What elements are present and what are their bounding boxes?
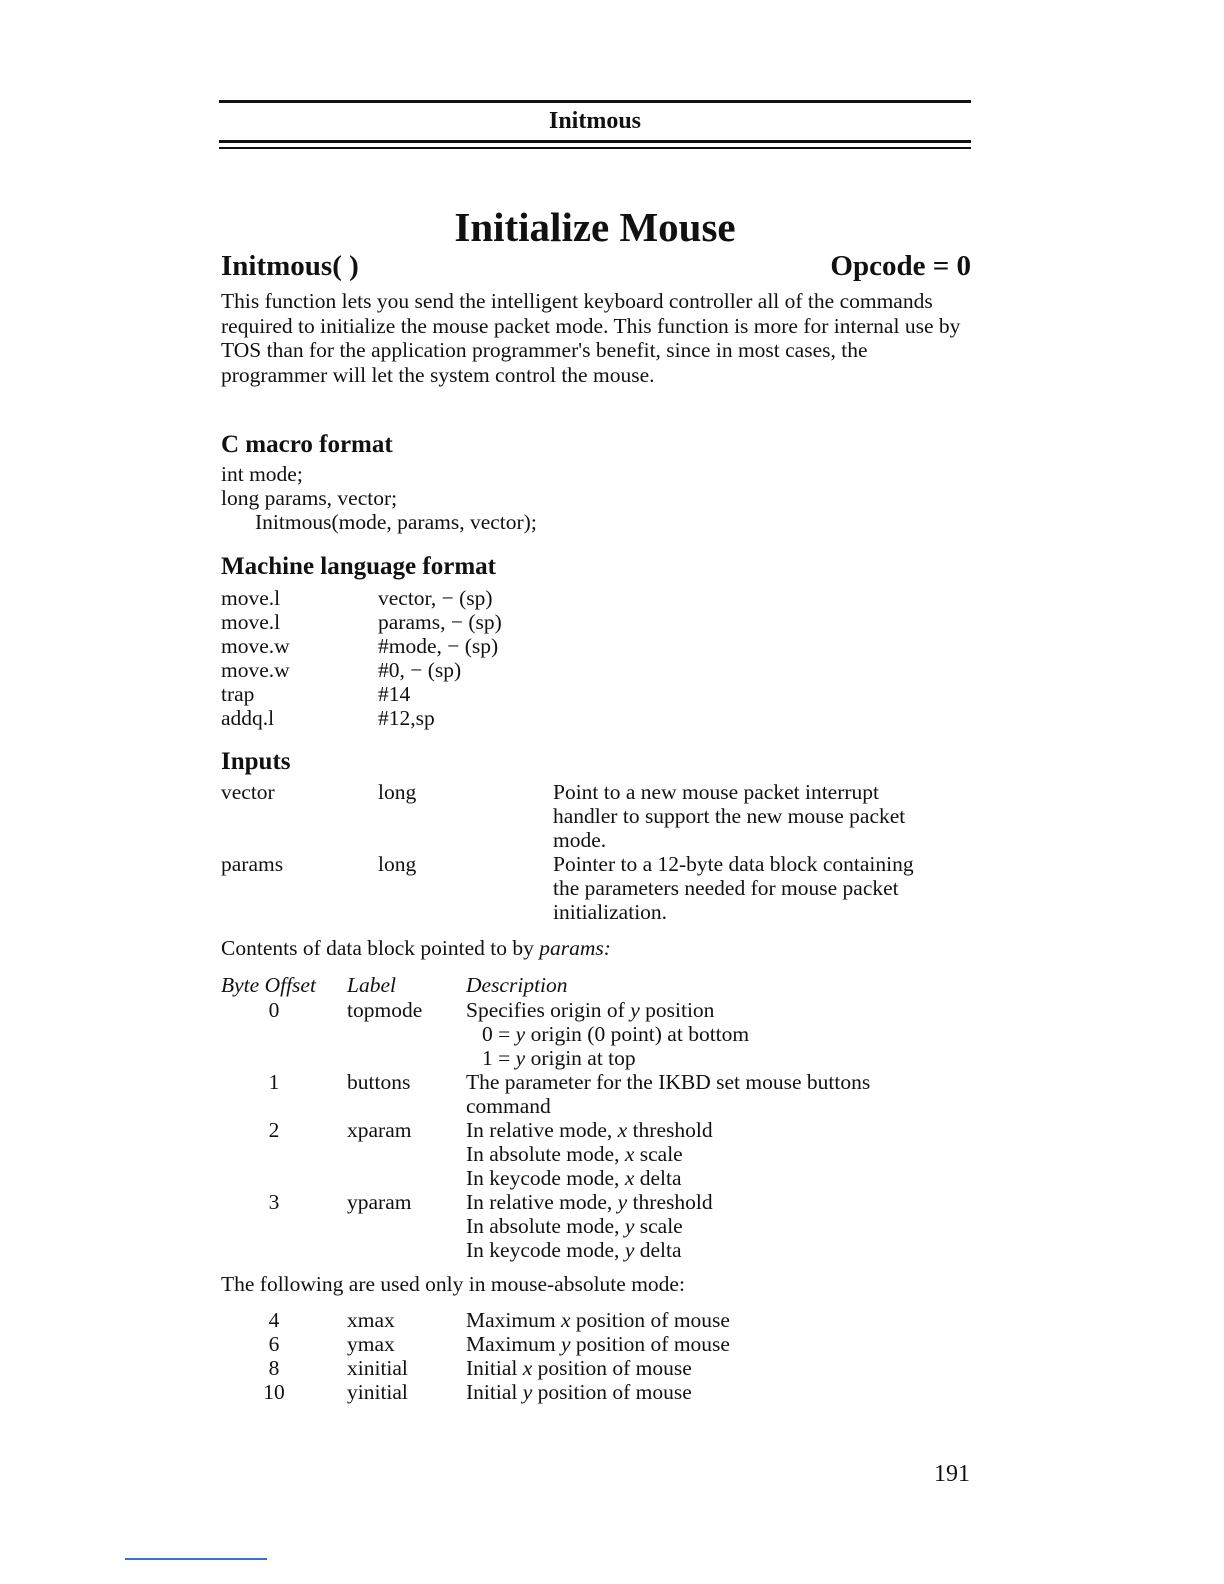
page-title: Initialize Mouse	[454, 204, 736, 250]
block-desc-line: 0 = y origin (0 point) at bottom	[482, 1022, 750, 1046]
input-desc-line: Point to a new mouse packet interrupt	[553, 780, 880, 804]
asm-op: move.l	[221, 610, 281, 634]
header-top-rule	[219, 100, 971, 103]
block-offset: 0	[268, 998, 280, 1022]
header-rule-1	[219, 140, 971, 143]
opcode: Opcode = 0	[830, 250, 971, 282]
asm-op: move.w	[221, 658, 290, 682]
input-desc-line: the parameters needed for mouse packet	[553, 876, 899, 900]
input-desc-line: initialization.	[553, 900, 668, 924]
intro-paragraph: This function lets you send the intelligent keyboard controller all of the commands required to initialize the mouse packet mode. This function is more for internal use by TOS than for the application programmer's benefit, since in most cases, the programmer will let the system control the mouse.	[221, 289, 961, 387]
abs-offset: 10	[263, 1380, 285, 1404]
abs-offset: 8	[268, 1356, 280, 1380]
absolute-note: The following are used only in mouse-absolute mode:	[221, 1272, 685, 1296]
machine-heading: Machine language format	[221, 553, 496, 580]
input-name: vector	[221, 780, 275, 804]
block-desc-line: command	[466, 1094, 551, 1118]
c-macro-line: Initmous(mode, params, vector);	[255, 510, 537, 534]
block-desc-line: Specifies origin of y position	[466, 998, 715, 1022]
input-name: params	[221, 852, 284, 876]
c-macro-heading: C macro format	[221, 431, 393, 458]
input-desc-line: mode.	[553, 828, 607, 852]
c-macro-line: long params, vector;	[221, 486, 398, 510]
asm-arg: #0, − (sp)	[378, 658, 462, 682]
abs-desc: Maximum x position of mouse	[466, 1308, 730, 1332]
inputs-heading: Inputs	[221, 748, 291, 775]
abs-offset: 4	[268, 1308, 280, 1332]
abs-label: xinitial	[347, 1356, 408, 1380]
asm-op: addq.l	[221, 706, 275, 730]
asm-arg: #14	[378, 682, 411, 706]
col-header-description: Description	[466, 973, 568, 997]
abs-label: yinitial	[347, 1380, 408, 1404]
block-label: yparam	[347, 1190, 412, 1214]
input-desc-line: Pointer to a 12-byte data block containing	[553, 852, 914, 876]
input-type: long	[378, 852, 417, 876]
running-header: Initmous	[548, 108, 642, 134]
header-rule-2	[219, 147, 971, 149]
block-desc-line: The parameter for the IKBD set mouse buttons	[466, 1070, 871, 1094]
page-number: 191	[934, 1461, 970, 1487]
asm-arg: #12,sp	[378, 706, 435, 730]
block-desc-line: In relative mode, y threshold	[466, 1190, 713, 1214]
c-macro-line: int mode;	[221, 462, 303, 486]
abs-offset: 6	[268, 1332, 280, 1356]
function-name: Initmous( )	[221, 250, 359, 282]
block-label: topmode	[347, 998, 423, 1022]
abs-desc: Initial x position of mouse	[466, 1356, 692, 1380]
input-desc-line: handler to support the new mouse packet	[553, 804, 906, 828]
asm-op: move.w	[221, 634, 290, 658]
col-header-offset: Byte Offset	[221, 973, 316, 997]
block-desc-line: 1 = y origin at top	[482, 1046, 636, 1070]
block-offset: 3	[268, 1190, 280, 1214]
block-offset: 2	[268, 1118, 280, 1142]
block-desc-line: In absolute mode, x scale	[466, 1142, 683, 1166]
asm-op: move.l	[221, 586, 281, 610]
block-desc-line: In keycode mode, x delta	[466, 1166, 682, 1190]
abs-desc: Initial y position of mouse	[466, 1380, 692, 1404]
block-desc-line: In absolute mode, y scale	[466, 1214, 683, 1238]
block-offset: 1	[268, 1070, 280, 1094]
asm-op: trap	[221, 682, 255, 706]
input-type: long	[378, 780, 417, 804]
abs-desc: Maximum y position of mouse	[466, 1332, 730, 1356]
asm-arg: params, − (sp)	[378, 610, 502, 634]
asm-arg: vector, − (sp)	[378, 586, 493, 610]
block-label: buttons	[347, 1070, 411, 1094]
contents-intro: Contents of data block pointed to by params:	[221, 936, 611, 960]
abs-label: ymax	[347, 1332, 395, 1356]
block-desc-line: In keycode mode, y delta	[466, 1238, 682, 1262]
asm-arg: #mode, − (sp)	[378, 634, 499, 658]
abs-label: xmax	[347, 1308, 395, 1332]
block-desc-line: In relative mode, x threshold	[466, 1118, 713, 1142]
col-header-label: Label	[347, 973, 396, 997]
block-label: xparam	[347, 1118, 412, 1142]
bottom-edge-line	[125, 1558, 267, 1560]
